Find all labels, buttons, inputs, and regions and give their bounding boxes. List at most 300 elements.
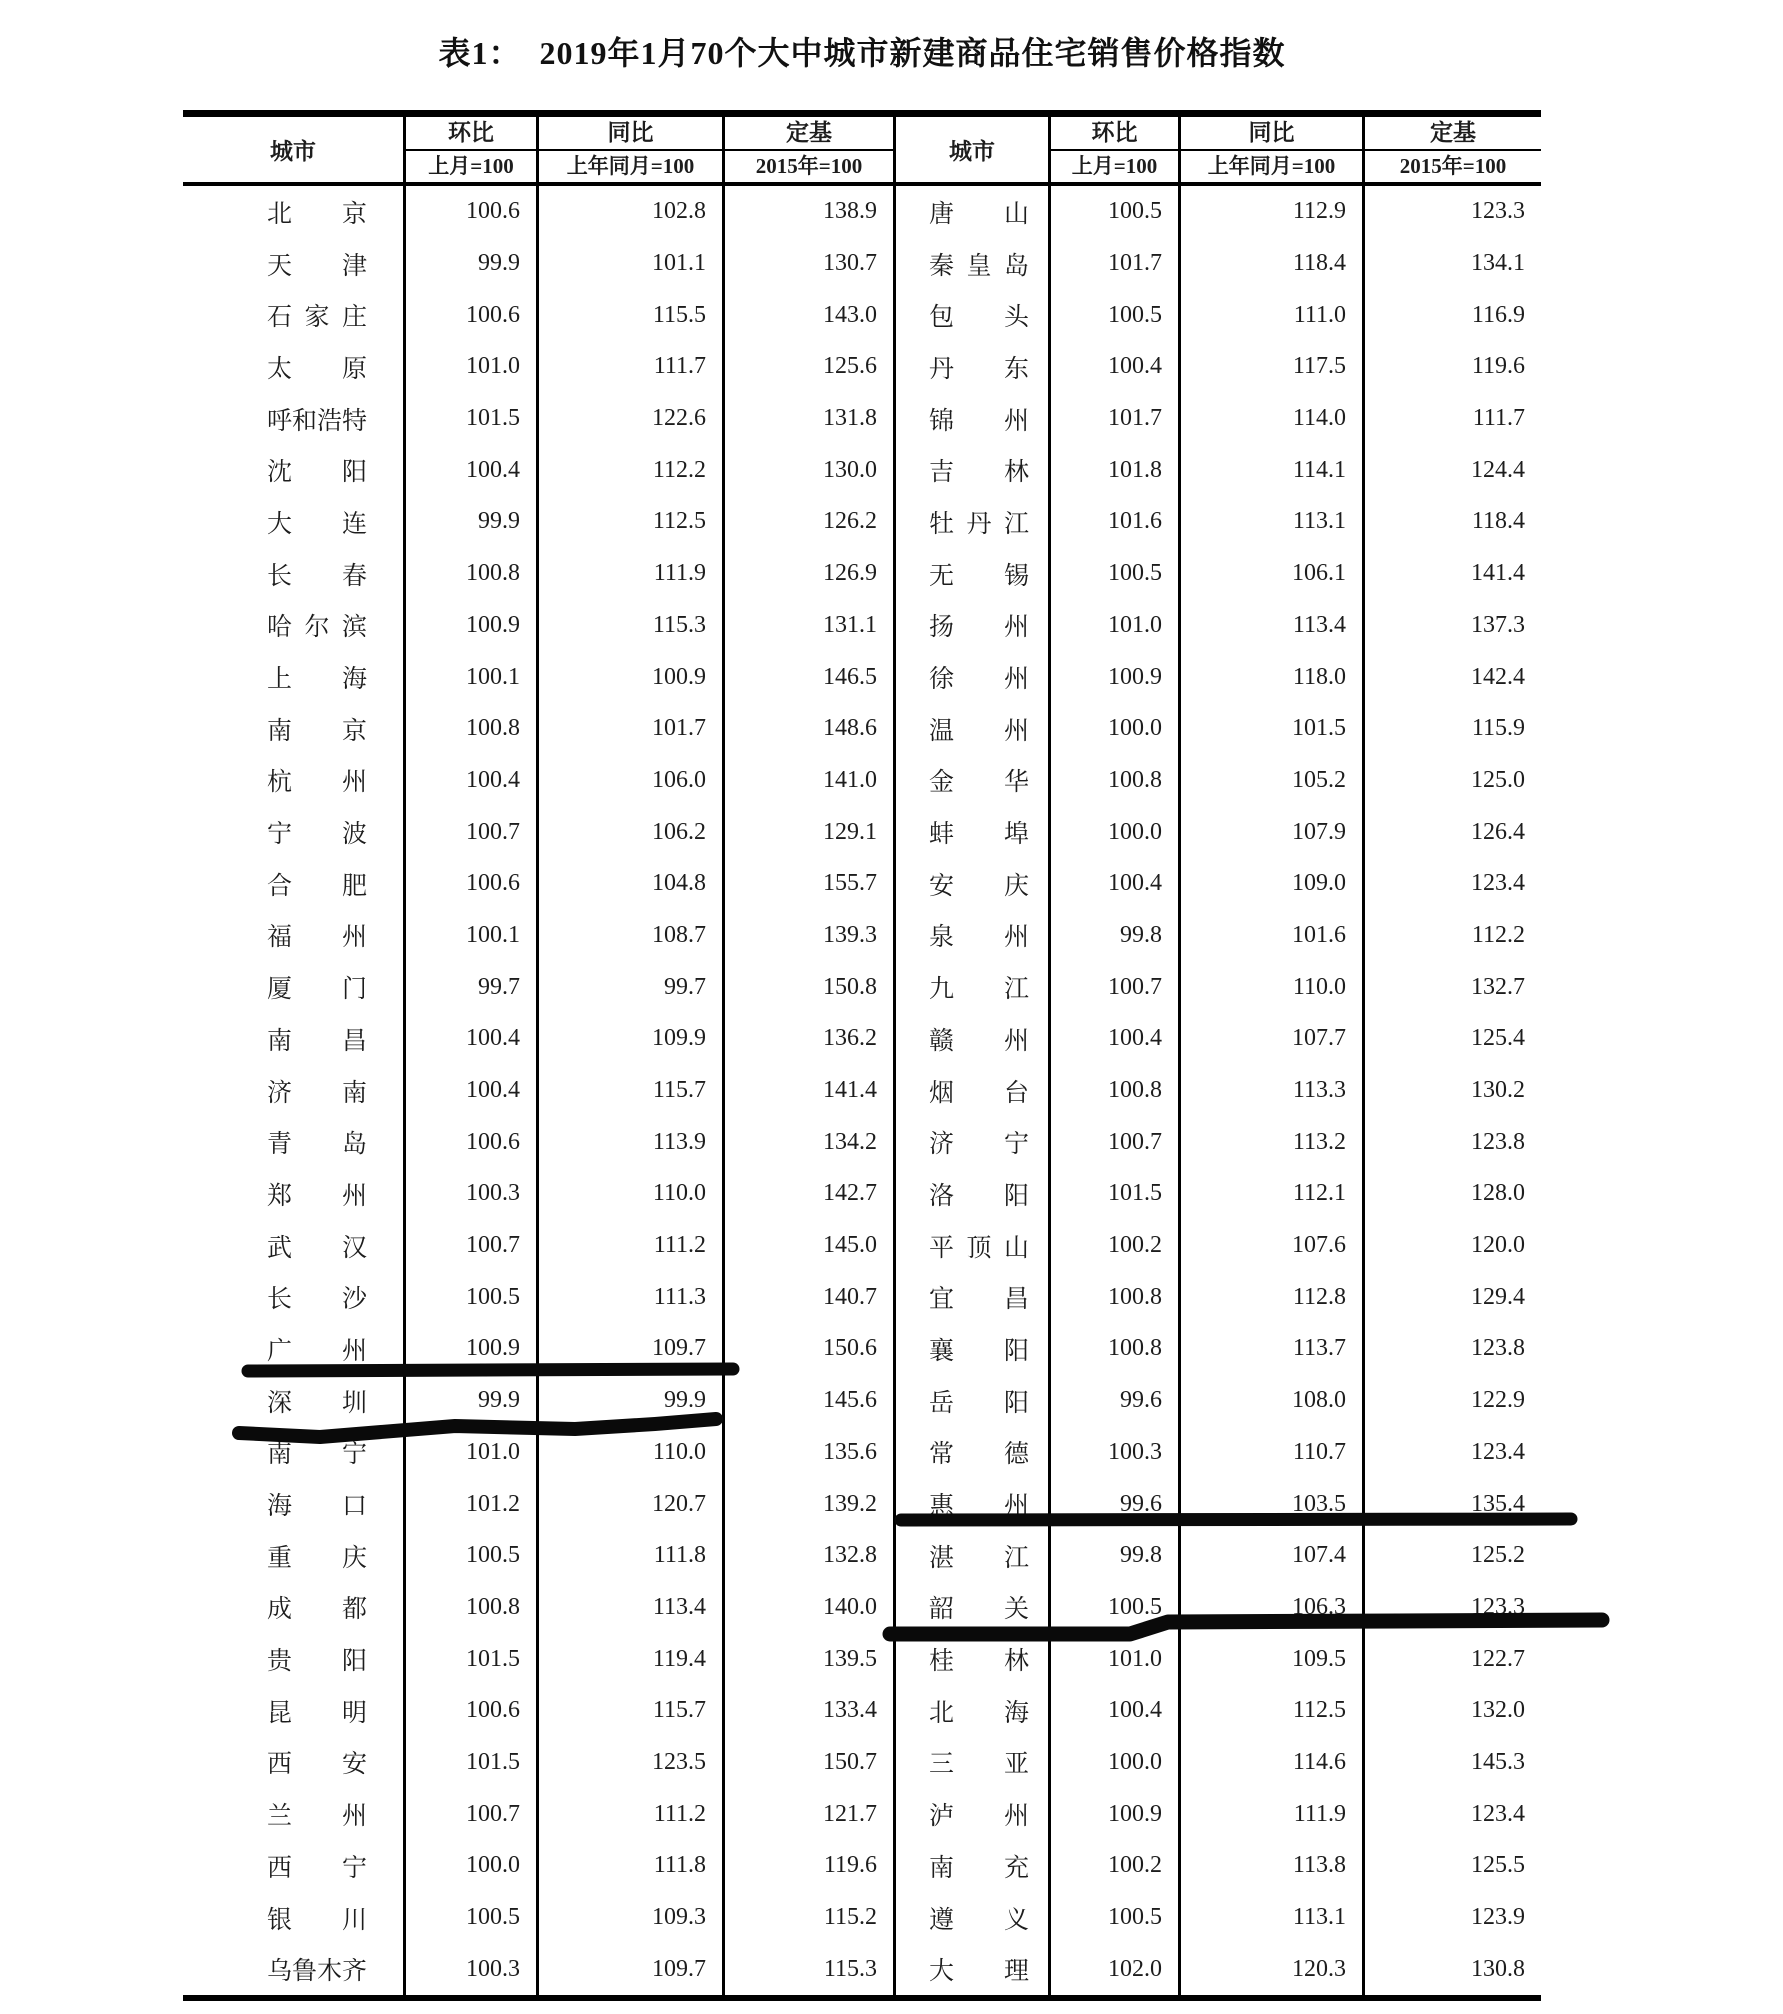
city-name-char: 大 — [267, 510, 293, 538]
city-cell — [893, 1271, 1048, 1323]
city-cell — [893, 1840, 1048, 1892]
city-name — [929, 1383, 1029, 1419]
mom-value: 99.9 — [403, 238, 536, 290]
yoy-value: 112.8 — [1178, 1271, 1362, 1323]
city-name — [929, 504, 1029, 540]
mom-value: 100.5 — [1048, 1892, 1178, 1944]
base-value: 130.8 — [1362, 1943, 1541, 1995]
city-name-char: 上 — [267, 666, 293, 694]
city-name-char: 南 — [267, 1027, 293, 1055]
header-yoy-right — [1178, 117, 1362, 182]
city-name-char: 赣 — [929, 1027, 955, 1055]
city-name-char: 遵 — [929, 1906, 955, 1934]
city-name — [267, 969, 367, 1005]
base-value: 115.9 — [1362, 703, 1541, 755]
yoy-value: 113.7 — [1178, 1323, 1362, 1375]
base-value: 123.8 — [1362, 1116, 1541, 1168]
mom-value: 100.4 — [1048, 341, 1178, 393]
city-name — [267, 814, 367, 850]
city-cell — [893, 341, 1048, 393]
city-name-char: 洛 — [929, 1182, 955, 1210]
header-mom-left — [403, 117, 536, 182]
mom-value: 101.8 — [1048, 444, 1178, 496]
city-name-char: 东 — [1003, 355, 1029, 383]
mom-value: 100.3 — [1048, 1427, 1178, 1479]
city-name — [929, 194, 1029, 230]
city-cell — [183, 755, 403, 807]
city-name-char: 山 — [1003, 1234, 1029, 1262]
city-cell — [183, 289, 403, 341]
yoy-value: 113.1 — [1178, 496, 1362, 548]
base-value: 126.9 — [722, 548, 893, 600]
city-name-char: 滨 — [341, 614, 367, 642]
base-value: 132.7 — [1362, 961, 1541, 1013]
base-value: 112.2 — [1362, 910, 1541, 962]
yoy-value: 101.7 — [536, 703, 722, 755]
base-value: 134.1 — [1362, 238, 1541, 290]
city-name-char: 襄 — [929, 1337, 955, 1365]
city-name-char: 丹 — [929, 355, 955, 383]
mom-value: 100.1 — [403, 651, 536, 703]
city-name-char: 春 — [341, 562, 367, 590]
yoy-value: 111.9 — [1178, 1788, 1362, 1840]
city-cell — [183, 1943, 403, 1995]
city-cell — [183, 1323, 403, 1375]
yoy-value: 113.8 — [1178, 1840, 1362, 1892]
city-name-char: 京 — [341, 200, 367, 228]
city-cell — [893, 1530, 1048, 1582]
base-value: 124.4 — [1362, 444, 1541, 496]
city-name-char: 州 — [1003, 614, 1029, 642]
header-mom-right — [1048, 117, 1178, 182]
city-name — [267, 917, 367, 953]
city-cell — [893, 1116, 1048, 1168]
city-cell — [183, 1788, 403, 1840]
yoy-value: 101.6 — [1178, 910, 1362, 962]
city-name-char: 重 — [267, 1544, 293, 1572]
base-value: 140.7 — [722, 1271, 893, 1323]
city-name-char: 杭 — [267, 769, 293, 797]
header-base-sublabel: 2015年=100 — [1399, 154, 1507, 178]
city-name-char: 蚌 — [929, 821, 955, 849]
mom-value: 100.7 — [1048, 961, 1178, 1013]
base-value: 150.8 — [722, 961, 893, 1013]
base-value: 141.4 — [1362, 548, 1541, 600]
base-value: 145.6 — [722, 1375, 893, 1427]
city-name-char: 州 — [1003, 1027, 1029, 1055]
mom-value: 100.0 — [1048, 1737, 1178, 1789]
base-value: 130.2 — [1362, 1065, 1541, 1117]
mom-value: 100.9 — [1048, 651, 1178, 703]
city-name — [267, 659, 367, 695]
city-name-char: 惠 — [929, 1493, 955, 1521]
city-name-char: 都 — [341, 1596, 367, 1624]
city-name-char: 江 — [1003, 510, 1029, 538]
price-index-table — [183, 110, 1541, 2001]
city-name — [267, 1486, 367, 1522]
city-cell — [893, 1065, 1048, 1117]
mom-value: 100.5 — [1048, 186, 1178, 238]
city-cell — [893, 393, 1048, 445]
city-name-char: 乌 — [267, 1958, 293, 1986]
city-name-char: 安 — [341, 1751, 367, 1779]
mom-value: 100.8 — [1048, 1323, 1178, 1375]
base-value: 132.8 — [722, 1530, 893, 1582]
city-cell — [183, 238, 403, 290]
city-cell — [893, 858, 1048, 910]
mom-value: 100.8 — [403, 1582, 536, 1634]
yoy-value: 107.4 — [1178, 1530, 1362, 1582]
city-cell — [183, 496, 403, 548]
city-name-char: 原 — [341, 355, 367, 383]
base-value: 146.5 — [722, 651, 893, 703]
base-value: 115.3 — [722, 1943, 893, 1995]
mom-value: 100.6 — [403, 1685, 536, 1737]
mom-value: 100.3 — [403, 1168, 536, 1220]
city-name-char: 青 — [267, 1131, 293, 1159]
city-cell — [183, 1168, 403, 1220]
mom-value: 101.7 — [1048, 238, 1178, 290]
city-name — [267, 1796, 367, 1832]
city-cell — [183, 1013, 403, 1065]
base-value: 148.6 — [722, 703, 893, 755]
mom-value: 100.6 — [403, 1116, 536, 1168]
city-cell — [183, 1478, 403, 1530]
city-name-char: 顶 — [966, 1234, 992, 1262]
base-value: 130.0 — [722, 444, 893, 496]
city-name — [267, 1538, 367, 1574]
mom-value: 100.8 — [403, 703, 536, 755]
mom-value: 100.2 — [1048, 1220, 1178, 1272]
mom-value: 100.9 — [403, 600, 536, 652]
base-value: 141.0 — [722, 755, 893, 807]
base-value: 125.4 — [1362, 1013, 1541, 1065]
header-base-left — [722, 117, 893, 182]
city-name-char: 秦 — [929, 252, 955, 280]
city-name-char: 皇 — [966, 252, 992, 280]
yoy-value: 112.9 — [1178, 186, 1362, 238]
base-value: 121.7 — [722, 1788, 893, 1840]
city-cell — [183, 1685, 403, 1737]
yoy-value: 113.2 — [1178, 1116, 1362, 1168]
city-cell — [893, 444, 1048, 496]
city-name — [267, 1693, 367, 1729]
city-name — [267, 1848, 367, 1884]
city-name — [929, 711, 1029, 747]
city-name — [929, 1073, 1029, 1109]
city-name-char: 州 — [341, 1182, 367, 1210]
city-name-char: 江 — [1003, 1544, 1029, 1572]
yoy-value: 123.5 — [536, 1737, 722, 1789]
city-name-char: 海 — [1003, 1699, 1029, 1727]
header-yoy-label: 同比 — [1181, 117, 1362, 151]
city-name — [929, 1951, 1029, 1987]
mom-value: 101.5 — [403, 393, 536, 445]
city-name-char: 广 — [267, 1337, 293, 1365]
city-name-char: 德 — [1003, 1441, 1029, 1469]
city-name-char: 关 — [1003, 1596, 1029, 1624]
city-name-char: 州 — [1003, 924, 1029, 952]
city-cell — [183, 858, 403, 910]
yoy-value: 109.5 — [1178, 1633, 1362, 1685]
city-name-char: 和 — [292, 407, 318, 435]
city-name-char: 岛 — [1003, 252, 1029, 280]
city-cell — [183, 1220, 403, 1272]
yoy-value: 119.4 — [536, 1633, 722, 1685]
city-name — [929, 762, 1029, 798]
base-value: 136.2 — [722, 1013, 893, 1065]
mom-value: 100.6 — [403, 186, 536, 238]
table-header — [183, 117, 1541, 186]
city-name-char: 安 — [929, 872, 955, 900]
mom-value: 99.7 — [403, 961, 536, 1013]
mom-value: 101.7 — [1048, 393, 1178, 445]
city-cell — [893, 1220, 1048, 1272]
base-value: 118.4 — [1362, 496, 1541, 548]
city-name-char: 阳 — [341, 1648, 367, 1676]
mom-value: 99.6 — [1048, 1375, 1178, 1427]
base-value: 115.2 — [722, 1892, 893, 1944]
city-name-char: 阳 — [341, 459, 367, 487]
city-name-char: 湛 — [929, 1544, 955, 1572]
base-value: 139.5 — [722, 1633, 893, 1685]
city-name-char: 无 — [929, 562, 955, 590]
city-cell — [183, 1892, 403, 1944]
city-name-char: 合 — [267, 872, 293, 900]
mom-value: 100.4 — [1048, 858, 1178, 910]
base-value: 125.6 — [722, 341, 893, 393]
city-name-char: 宜 — [929, 1286, 955, 1314]
city-name-char: 尔 — [304, 614, 330, 642]
yoy-value: 114.1 — [1178, 444, 1362, 496]
city-name — [929, 297, 1029, 333]
city-cell — [893, 1427, 1048, 1479]
yoy-value: 104.8 — [536, 858, 722, 910]
yoy-value: 113.9 — [536, 1116, 722, 1168]
header-base-label: 定基 — [1365, 117, 1541, 151]
mom-value: 100.6 — [403, 858, 536, 910]
yoy-value: 99.9 — [536, 1375, 722, 1427]
city-name-char: 鲁 — [292, 1958, 318, 1986]
yoy-value: 107.6 — [1178, 1220, 1362, 1272]
city-name-char: 义 — [1003, 1906, 1029, 1934]
base-value: 123.8 — [1362, 1323, 1541, 1375]
city-name-char: 温 — [929, 717, 955, 745]
city-name-char: 吉 — [929, 459, 955, 487]
city-name-char: 南 — [267, 717, 293, 745]
yoy-value: 108.7 — [536, 910, 722, 962]
mom-value: 100.5 — [1048, 1582, 1178, 1634]
mom-value: 100.9 — [1048, 1788, 1178, 1840]
mom-value: 100.8 — [403, 548, 536, 600]
base-value: 123.3 — [1362, 186, 1541, 238]
city-name — [929, 607, 1029, 643]
city-cell — [893, 600, 1048, 652]
base-value: 150.6 — [722, 1323, 893, 1375]
city-name — [929, 659, 1029, 695]
city-name — [267, 1073, 367, 1109]
yoy-value: 109.3 — [536, 1892, 722, 1944]
base-value: 119.6 — [722, 1840, 893, 1892]
city-name — [929, 1331, 1029, 1367]
city-name — [267, 1124, 367, 1160]
yoy-value: 111.3 — [536, 1271, 722, 1323]
city-name — [267, 1589, 367, 1625]
city-cell — [893, 1788, 1048, 1840]
yoy-value: 110.0 — [1178, 961, 1362, 1013]
city-name-char: 岛 — [341, 1131, 367, 1159]
yoy-value: 111.8 — [536, 1840, 722, 1892]
header-city-left: 城市 — [270, 139, 316, 164]
city-cell — [893, 1582, 1048, 1634]
city-name — [929, 1900, 1029, 1936]
base-value: 125.5 — [1362, 1840, 1541, 1892]
yoy-value: 115.3 — [536, 600, 722, 652]
yoy-value: 111.2 — [536, 1788, 722, 1840]
yoy-value: 111.0 — [1178, 289, 1362, 341]
city-name-char: 长 — [267, 562, 293, 590]
yoy-value: 113.1 — [1178, 1892, 1362, 1944]
city-name-char: 州 — [341, 769, 367, 797]
yoy-value: 113.3 — [1178, 1065, 1362, 1117]
mom-value: 100.5 — [403, 1271, 536, 1323]
mom-value: 100.1 — [403, 910, 536, 962]
header-base-sublabel: 2015年=100 — [755, 154, 863, 178]
yoy-value: 108.0 — [1178, 1375, 1362, 1427]
city-name-char: 兰 — [267, 1803, 293, 1831]
city-name — [929, 1848, 1029, 1884]
city-name — [929, 1538, 1029, 1574]
city-name — [929, 866, 1029, 902]
city-name — [267, 504, 367, 540]
yoy-value: 109.7 — [536, 1943, 722, 1995]
city-name — [267, 1744, 367, 1780]
city-cell — [893, 910, 1048, 962]
base-value: 132.0 — [1362, 1685, 1541, 1737]
city-name-char: 岳 — [929, 1389, 955, 1417]
city-cell — [183, 1271, 403, 1323]
city-cell — [183, 600, 403, 652]
city-name-char: 郑 — [267, 1182, 293, 1210]
yoy-value: 109.9 — [536, 1013, 722, 1065]
city-name — [267, 194, 367, 230]
header-mom-label: 环比 — [1051, 117, 1178, 151]
header-base-label: 定基 — [725, 117, 893, 151]
base-value: 134.2 — [722, 1116, 893, 1168]
city-name-char: 林 — [1003, 459, 1029, 487]
city-name — [929, 1279, 1029, 1315]
mom-value: 100.8 — [1048, 755, 1178, 807]
city-name-char: 昌 — [341, 1027, 367, 1055]
city-name-char: 明 — [341, 1699, 367, 1727]
city-name-char: 西 — [267, 1751, 293, 1779]
city-cell — [183, 703, 403, 755]
city-name-char: 阳 — [1003, 1337, 1029, 1365]
city-name — [267, 1434, 367, 1470]
city-cell — [183, 806, 403, 858]
mom-value: 100.5 — [403, 1530, 536, 1582]
city-name — [267, 1641, 367, 1677]
base-value: 123.4 — [1362, 1427, 1541, 1479]
city-name-char: 汉 — [341, 1234, 367, 1262]
city-name-char: 木 — [317, 1958, 343, 1986]
city-name-char: 州 — [341, 924, 367, 952]
city-name-char: 银 — [267, 1906, 293, 1934]
mom-value: 100.5 — [403, 1892, 536, 1944]
city-name-char: 充 — [1003, 1854, 1029, 1882]
city-name — [929, 452, 1029, 488]
city-name-char: 唐 — [929, 200, 955, 228]
city-name-char: 州 — [341, 1803, 367, 1831]
city-name — [929, 814, 1029, 850]
city-name-char: 家 — [304, 304, 330, 332]
yoy-value: 101.1 — [536, 238, 722, 290]
city-name-char: 州 — [1003, 717, 1029, 745]
city-name-char: 牡 — [929, 510, 955, 538]
mom-value: 99.8 — [1048, 1530, 1178, 1582]
city-cell — [893, 1478, 1048, 1530]
city-name-char: 理 — [1003, 1958, 1029, 1986]
city-name-char: 昆 — [267, 1699, 293, 1727]
mom-value: 100.7 — [403, 806, 536, 858]
yoy-value: 113.4 — [536, 1582, 722, 1634]
yoy-value: 115.7 — [536, 1065, 722, 1117]
mom-value: 100.4 — [1048, 1685, 1178, 1737]
mom-value: 101.5 — [1048, 1168, 1178, 1220]
base-value: 143.0 — [722, 289, 893, 341]
city-name-char: 庆 — [1003, 872, 1029, 900]
city-name-char: 口 — [341, 1493, 367, 1521]
city-cell — [893, 703, 1048, 755]
mom-value: 101.5 — [403, 1633, 536, 1685]
base-value: 119.6 — [1362, 341, 1541, 393]
city-cell — [183, 186, 403, 238]
city-name-char: 南 — [341, 1079, 367, 1107]
city-name-char: 川 — [341, 1906, 367, 1934]
city-name — [929, 1434, 1029, 1470]
city-name-char: 海 — [341, 666, 367, 694]
city-name — [929, 1176, 1029, 1212]
yoy-value: 120.7 — [536, 1478, 722, 1530]
city-name-char: 圳 — [341, 1389, 367, 1417]
yoy-value: 106.3 — [1178, 1582, 1362, 1634]
yoy-value: 106.1 — [1178, 548, 1362, 600]
base-value: 120.0 — [1362, 1220, 1541, 1272]
city-name-char: 宁 — [341, 1854, 367, 1882]
city-name-char: 常 — [929, 1441, 955, 1469]
city-name — [267, 866, 367, 902]
city-cell — [183, 548, 403, 600]
city-name — [267, 297, 367, 333]
base-value: 125.0 — [1362, 755, 1541, 807]
city-name-char: 三 — [929, 1751, 955, 1779]
mom-value: 100.6 — [403, 289, 536, 341]
city-cell — [893, 1375, 1048, 1427]
city-cell — [183, 393, 403, 445]
yoy-value: 114.6 — [1178, 1737, 1362, 1789]
city-name-char: 亚 — [1003, 1751, 1029, 1779]
base-value: 138.9 — [722, 186, 893, 238]
city-name-char: 济 — [929, 1131, 955, 1159]
city-name-char: 太 — [267, 355, 293, 383]
mom-value: 102.0 — [1048, 1943, 1178, 1995]
mom-value: 100.4 — [403, 444, 536, 496]
yoy-value: 107.7 — [1178, 1013, 1362, 1065]
city-name — [267, 1176, 367, 1212]
city-cell — [183, 1582, 403, 1634]
city-name-char: 江 — [1003, 976, 1029, 1004]
city-name — [267, 452, 367, 488]
